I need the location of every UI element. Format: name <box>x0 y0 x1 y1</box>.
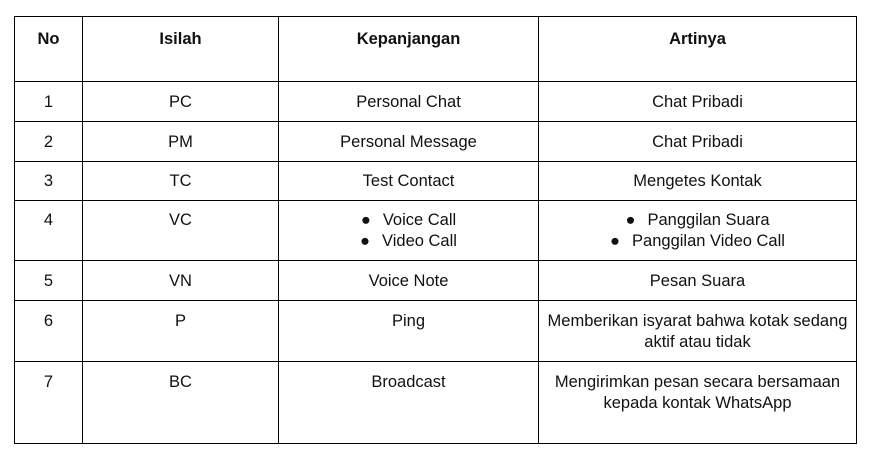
list-item <box>545 231 850 252</box>
cell-isilah: PM <box>83 122 279 162</box>
table-row <box>15 201 857 261</box>
bullet-icon: ● <box>360 211 371 229</box>
header-isilah: Isilah <box>83 17 279 82</box>
terms-table <box>14 16 857 444</box>
cell-artinya: Pesan Suara <box>539 261 857 301</box>
cell-kepanjangan: Ping <box>279 301 539 362</box>
cell-no: 7 <box>15 362 83 444</box>
cell-kepanjangan: Personal Message <box>279 122 539 162</box>
list-item-text: Voice Call <box>382 211 457 229</box>
cell-no: 5 <box>15 261 83 301</box>
table-row <box>15 82 857 122</box>
bullet-icon: ● <box>360 232 370 250</box>
table-row <box>15 162 857 201</box>
cell-isilah: VC <box>83 201 279 261</box>
table-row <box>15 122 857 162</box>
list-item <box>545 210 850 231</box>
cell-kepanjangan: Broadcast <box>279 362 539 444</box>
cell-artinya: Memberikan isyarat bahwa kotak sedang aktif atau tidak <box>539 301 857 362</box>
cell-isilah: PC <box>83 82 279 122</box>
cell-no: 6 <box>15 301 83 362</box>
bullet-list <box>545 210 850 252</box>
header-row <box>15 17 857 82</box>
cell-kepanjangan: Voice Note <box>279 261 539 301</box>
cell-artinya: Mengetes Kontak <box>539 162 857 201</box>
list-item <box>285 210 532 231</box>
list-item-text: Video Call <box>382 232 457 250</box>
cell-isilah: BC <box>83 362 279 444</box>
cell-no: 2 <box>15 122 83 162</box>
cell-kepanjangan: Test Contact <box>279 162 539 201</box>
list-item <box>285 231 532 252</box>
cell-artinya: Mengirimkan pesan secara bersamaan kepada kontak WhatsApp <box>539 362 857 444</box>
header-no: No <box>15 17 83 82</box>
cell-isilah: TC <box>83 162 279 201</box>
cell-isilah: VN <box>83 261 279 301</box>
table-row <box>15 362 857 444</box>
header-kepanjangan: Kepanjangan <box>279 17 539 82</box>
cell-no: 1 <box>15 82 83 122</box>
cell-no: 4 <box>15 201 83 261</box>
list-item-text: Panggilan Video Call <box>632 232 785 250</box>
cell-no: 3 <box>15 162 83 201</box>
bullet-list <box>285 210 532 252</box>
cell-artinya <box>539 201 857 261</box>
table-row <box>15 301 857 362</box>
cell-artinya: Chat Pribadi <box>539 122 857 162</box>
table-row <box>15 261 857 301</box>
bullet-icon: ● <box>625 211 636 229</box>
header-artinya: Artinya <box>539 17 857 82</box>
bullet-icon: ● <box>610 232 621 250</box>
cell-kepanjangan: Personal Chat <box>279 82 539 122</box>
cell-isilah: P <box>83 301 279 362</box>
list-item-text: Panggilan Suara <box>647 211 770 229</box>
cell-kepanjangan <box>279 201 539 261</box>
cell-artinya: Chat Pribadi <box>539 82 857 122</box>
